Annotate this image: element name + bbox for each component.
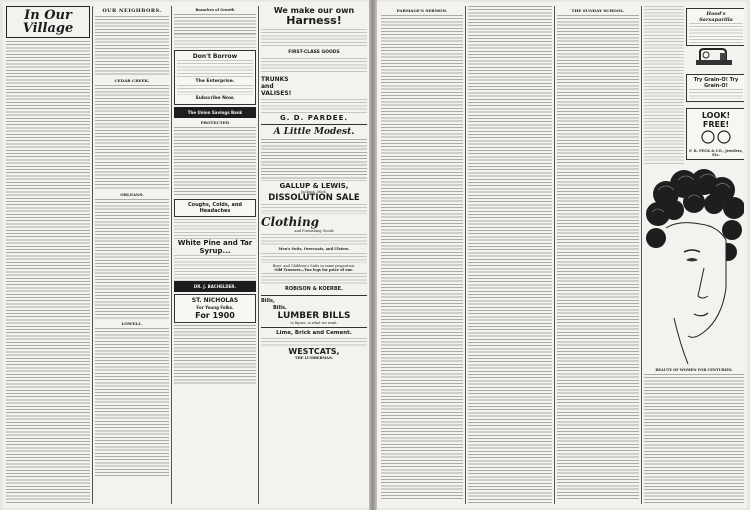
right-column-4 [644, 6, 744, 504]
column-rule [641, 6, 642, 504]
section-heading: THE SUNDAY SCHOOL. [571, 8, 625, 13]
ad-headline-white-pine: White Pine and Tar Syrup... [177, 239, 253, 255]
column-rule [92, 6, 93, 504]
ad-jeweler: F. R. PECK & CO., Jewelers, Etc. [689, 149, 743, 158]
ad-text-filler [689, 23, 743, 43]
ad-text-filler [174, 219, 256, 239]
right-column-3 [557, 6, 639, 504]
divider [261, 295, 367, 296]
ad-headline: FREE! [702, 120, 730, 129]
ad-harness-line2: Harness! [286, 14, 342, 27]
ad-text-filler [261, 58, 367, 74]
article-text-filler [174, 325, 256, 385]
ad-clothing-sub: and Furnishing Goods [294, 229, 334, 234]
subheading: LOWELL. [121, 321, 143, 326]
article-text-filler [644, 374, 744, 504]
column-rule [258, 6, 259, 504]
ad-boys-suits: Boys' and Children's Suits in same proportion. [272, 263, 356, 268]
article-text-filler [174, 14, 256, 34]
ad-dissolution: DISSOLUTION SALE [268, 193, 360, 204]
ad-odd-trousers: Odd Trousers—Two legs for price of one. [274, 267, 354, 272]
ad-text-filler [261, 273, 367, 285]
left-column-2 [95, 6, 169, 504]
woman-portrait-illustration [644, 168, 744, 364]
section-heading: Branches of Growth [195, 8, 235, 12]
ad-grain-o [686, 74, 744, 102]
ad-lime-brick: Lime, Brick and Cement. [276, 330, 352, 337]
ad-headline: The Enterprise. [195, 79, 235, 84]
ad-text-filler [261, 99, 367, 113]
ad-text-filler [261, 253, 367, 263]
masthead-box [6, 6, 90, 38]
article-text-filler [557, 15, 639, 501]
ad-text-filler [261, 139, 367, 181]
subheading: CEDAR CREEK. [114, 78, 150, 83]
right-newspaper-page [377, 2, 747, 508]
ad-st-nicholas [174, 294, 256, 323]
ad-text-filler [261, 204, 367, 214]
ad-bills: Bills, [261, 298, 275, 305]
ad-subheadline: For Young Folks. [196, 305, 234, 310]
ad-text-filler [177, 85, 253, 95]
left-column-1 [6, 6, 90, 504]
sewing-machine-illustration [692, 46, 736, 68]
left-column-3 [174, 6, 256, 504]
ad-first-class: FIRST-CLASS GOODS [288, 50, 340, 55]
article-text-filler [95, 328, 169, 478]
ad-harness-line1: We make our own [273, 6, 355, 15]
ad-text-filler [261, 29, 367, 47]
divider [261, 124, 367, 125]
ad-text-filler [177, 60, 253, 78]
divider [261, 327, 367, 328]
right-column-1 [381, 6, 463, 504]
ad-to-figure: to figure, is what we want. [290, 321, 338, 326]
ad-text-filler [689, 89, 743, 99]
article-text-filler [95, 16, 169, 76]
left-newspaper-page [3, 2, 369, 508]
ad-lumberman: THE LUMBERMAN. [294, 356, 334, 361]
ad-a-little-modest: A Little Modest. [273, 127, 355, 137]
column-rule [171, 6, 172, 504]
masthead-title: In Our Village [22, 8, 74, 36]
article-text-filler [644, 6, 684, 166]
article-text-filler [468, 6, 552, 504]
article-text-filler [6, 41, 90, 504]
section-heading: OUR NEIGHBORS. [102, 8, 162, 14]
portrait-caption: BEAUTY OF WOMEN FOR CENTURIES. [655, 368, 733, 372]
ad-headline: Hood's Sarsaparilla [699, 11, 733, 23]
ad-clothing: Clothing [261, 215, 320, 230]
portrait-caption-block [644, 368, 744, 504]
ad-text-filler [261, 234, 367, 246]
ad-text-filler [261, 338, 367, 346]
right-column-2 [468, 6, 552, 504]
ad-headline: Try Grain-O! Try Grain-O! [693, 77, 739, 89]
ad-dont-borrow [174, 50, 256, 105]
ad-westcats: WESTCATS, [288, 347, 340, 357]
ad-subheading: PROTECTED [200, 120, 230, 125]
watch-icon [696, 129, 736, 145]
article-text-filler [95, 85, 169, 190]
ad-pardee: G. D. PARDEE. [279, 114, 349, 122]
ad-year: For 1900 [195, 311, 235, 320]
left-column-4-ads [261, 6, 367, 504]
section-heading: PARMAGE'S SERMON. [396, 8, 448, 13]
ad-gallup: GALLUP & LEWIS, [279, 182, 349, 190]
article-text-filler [381, 15, 463, 501]
ad-text-filler [174, 255, 256, 281]
ad-headline: LOOK! [701, 111, 731, 120]
ad-headline: Coughs, Colds, and Headaches [188, 202, 242, 214]
ad-headline: Don't Borrow [192, 53, 238, 60]
doctor-name-band: DR. J. BACHELDER. [174, 281, 256, 292]
column-rule [554, 6, 555, 504]
ad-gallup-place: Jackson, Mich. [301, 190, 327, 194]
subheading: ORLEANS. [120, 192, 144, 197]
ad-headline: Subscribe Now. [195, 96, 235, 101]
ad-robison: ROBISON & KOERBE. [285, 286, 343, 293]
ad-coughs [174, 199, 256, 217]
ad-trunks: TRUNKS and VALISES! [261, 76, 292, 97]
ad-headline: ST. NICHOLAS [191, 297, 239, 304]
page-gutter [369, 0, 377, 510]
ad-look-free [686, 108, 744, 160]
ad-bills-2: Bills. [273, 305, 287, 312]
article-text-filler [95, 199, 169, 319]
ad-mens-suits: Men's Suits, Overcoats, and Ulsters. [278, 247, 350, 252]
bank-name-band: The Union Savings Bank [174, 107, 256, 118]
article-text-filler [174, 127, 256, 197]
ad-lumber-bills: LUMBER BILLS [277, 311, 351, 322]
ad-hoods-sarsaparilla [686, 8, 744, 46]
article-text-filler [174, 34, 256, 48]
column-rule [465, 6, 466, 504]
